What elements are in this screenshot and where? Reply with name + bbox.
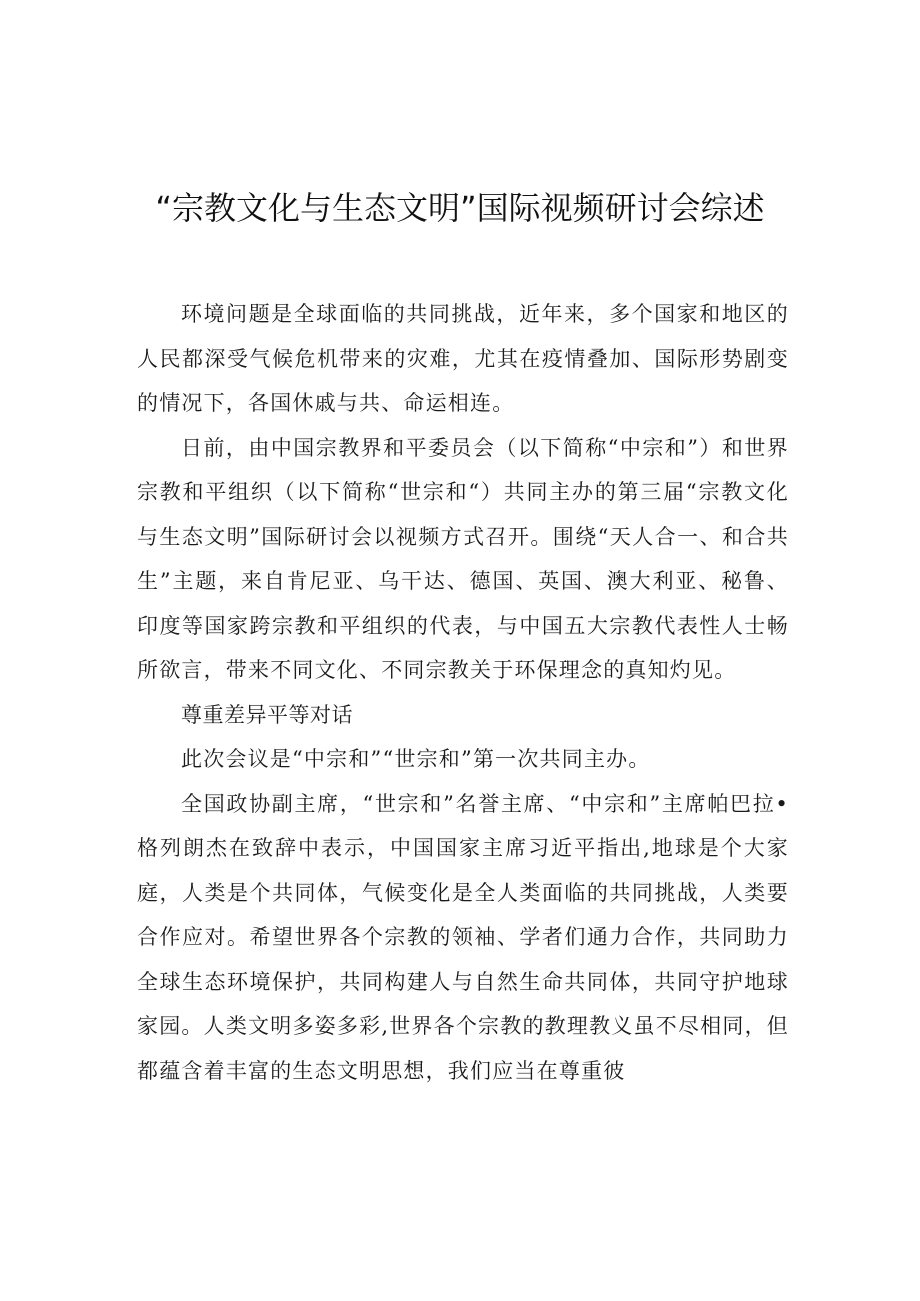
paragraph-intro: 环境问题是全球面临的共同挑战，近年来，多个国家和地区的人民都深受气候危机带来的灾难，尤其在疫情叠加、国际形势剧变的情况下，各国休戚与共、命运相连。 [137, 302, 789, 415]
paragraph-cohost: 此次会议是“中宗和”“世宗和”第一次共同主办。 [181, 747, 651, 771]
paragraph-speech: 全国政协副主席，“世宗和”名誉主席、“中宗和”主席帕巴拉•格列朗杰在致辞中表示，中国国家主席习近平指出,地球是个大家庭，人类是个共同体，气候变化是全人类面临的共同挑战，人类要合作应对。希望世界各个宗教的领袖、学者们通力合作，共同助力全球生态环境保护，共同构建人与自然生命共同体，共同守护地球家园。人类文明多姿多彩,世界各个宗教的教理教义虽不尽相同，但都蕴含着丰富的生态文明思想，我们应当在尊重彼 [137, 791, 789, 1083]
section-heading: 尊重差异平等对话 [181, 702, 353, 727]
document-title: “宗教文化与生态文明”国际视频研讨会综述 [155, 189, 765, 227]
document-body [137, 292, 789, 1093]
paragraph-seminar: 日前，由中国宗教界和平委员会（以下简称“中宗和”）和世界宗教和平组织（以下简称“世宗和“）共同主办的第三届“宗教文化与生态文明”国际研讨会以视频方式召开。围绕“天人合一、和合共生”主题，来自肯尼亚、乌干达、德国、英国、澳大利亚、秘鲁、印度等国家跨宗教和平组织的代表，与中国五大宗教代表性人士畅所欲言，带来不同文化、不同宗教关于环保理念的真知灼见。 [137, 435, 789, 682]
